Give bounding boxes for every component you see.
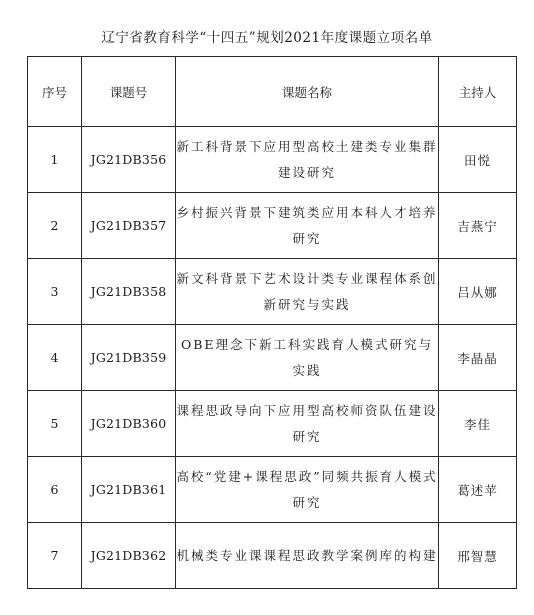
- row-host: 邢智慧: [439, 523, 517, 589]
- row-project-name: 高校“党建+课程思政”同频共振育人模式研究: [176, 457, 439, 523]
- row-serial-number: 1: [28, 127, 82, 193]
- document-title: 辽宁省教育科学“十四五”规划2021年度课题立项名单: [101, 30, 433, 46]
- row-host: 李佳: [439, 391, 517, 457]
- row-project-code: JG21DB357: [82, 193, 176, 259]
- row-host: 吉燕宁: [439, 193, 517, 259]
- row-project-code: JG21DB361: [82, 457, 176, 523]
- header-project-code: 课题号: [82, 57, 176, 127]
- header-host: 主持人: [439, 57, 517, 127]
- row-project-name: 新工科背景下应用型高校土建类专业集群建设研究: [176, 127, 439, 193]
- table-header: [28, 57, 517, 127]
- row-host: 葛述苹: [439, 457, 517, 523]
- row-serial-number: 3: [28, 259, 82, 325]
- row-project-name: 乡村振兴背景下建筑类应用本科人才培养研究: [176, 193, 439, 259]
- row-project-code: JG21DB359: [82, 325, 176, 391]
- row-serial-number: 4: [28, 325, 82, 391]
- row-project-name: 新文科背景下艺术设计类专业课程体系创新研究与实践: [176, 259, 439, 325]
- table-row: [28, 457, 517, 523]
- row-serial-number: 2: [28, 193, 82, 259]
- row-project-code: JG21DB360: [82, 391, 176, 457]
- header-row: [28, 57, 517, 127]
- row-project-name: 课程思政导向下应用型高校师资队伍建设研究: [176, 391, 439, 457]
- row-serial-number: 5: [28, 391, 82, 457]
- table-row: [28, 259, 517, 325]
- table-row: [28, 127, 517, 193]
- header-serial-number: 序号: [28, 57, 82, 127]
- row-project-code: JG21DB358: [82, 259, 176, 325]
- row-host: 李晶晶: [439, 325, 517, 391]
- row-host: 田悦: [439, 127, 517, 193]
- table-row: [28, 325, 517, 391]
- table-row: [28, 391, 517, 457]
- table-body: [28, 127, 517, 589]
- row-project-name: OBE理念下新工科实践育人模式研究与实践: [176, 325, 439, 391]
- row-serial-number: 7: [28, 523, 82, 589]
- row-serial-number: 6: [28, 457, 82, 523]
- project-list-table: [27, 56, 517, 589]
- table-row: [28, 193, 517, 259]
- row-project-code: JG21DB356: [82, 127, 176, 193]
- row-project-code: JG21DB362: [82, 523, 176, 589]
- header-project-name: 课题名称: [176, 57, 439, 127]
- row-host: 吕从娜: [439, 259, 517, 325]
- table-row: [28, 523, 517, 589]
- row-project-name: 机械类专业课课程思政教学案例库的构建: [176, 523, 439, 589]
